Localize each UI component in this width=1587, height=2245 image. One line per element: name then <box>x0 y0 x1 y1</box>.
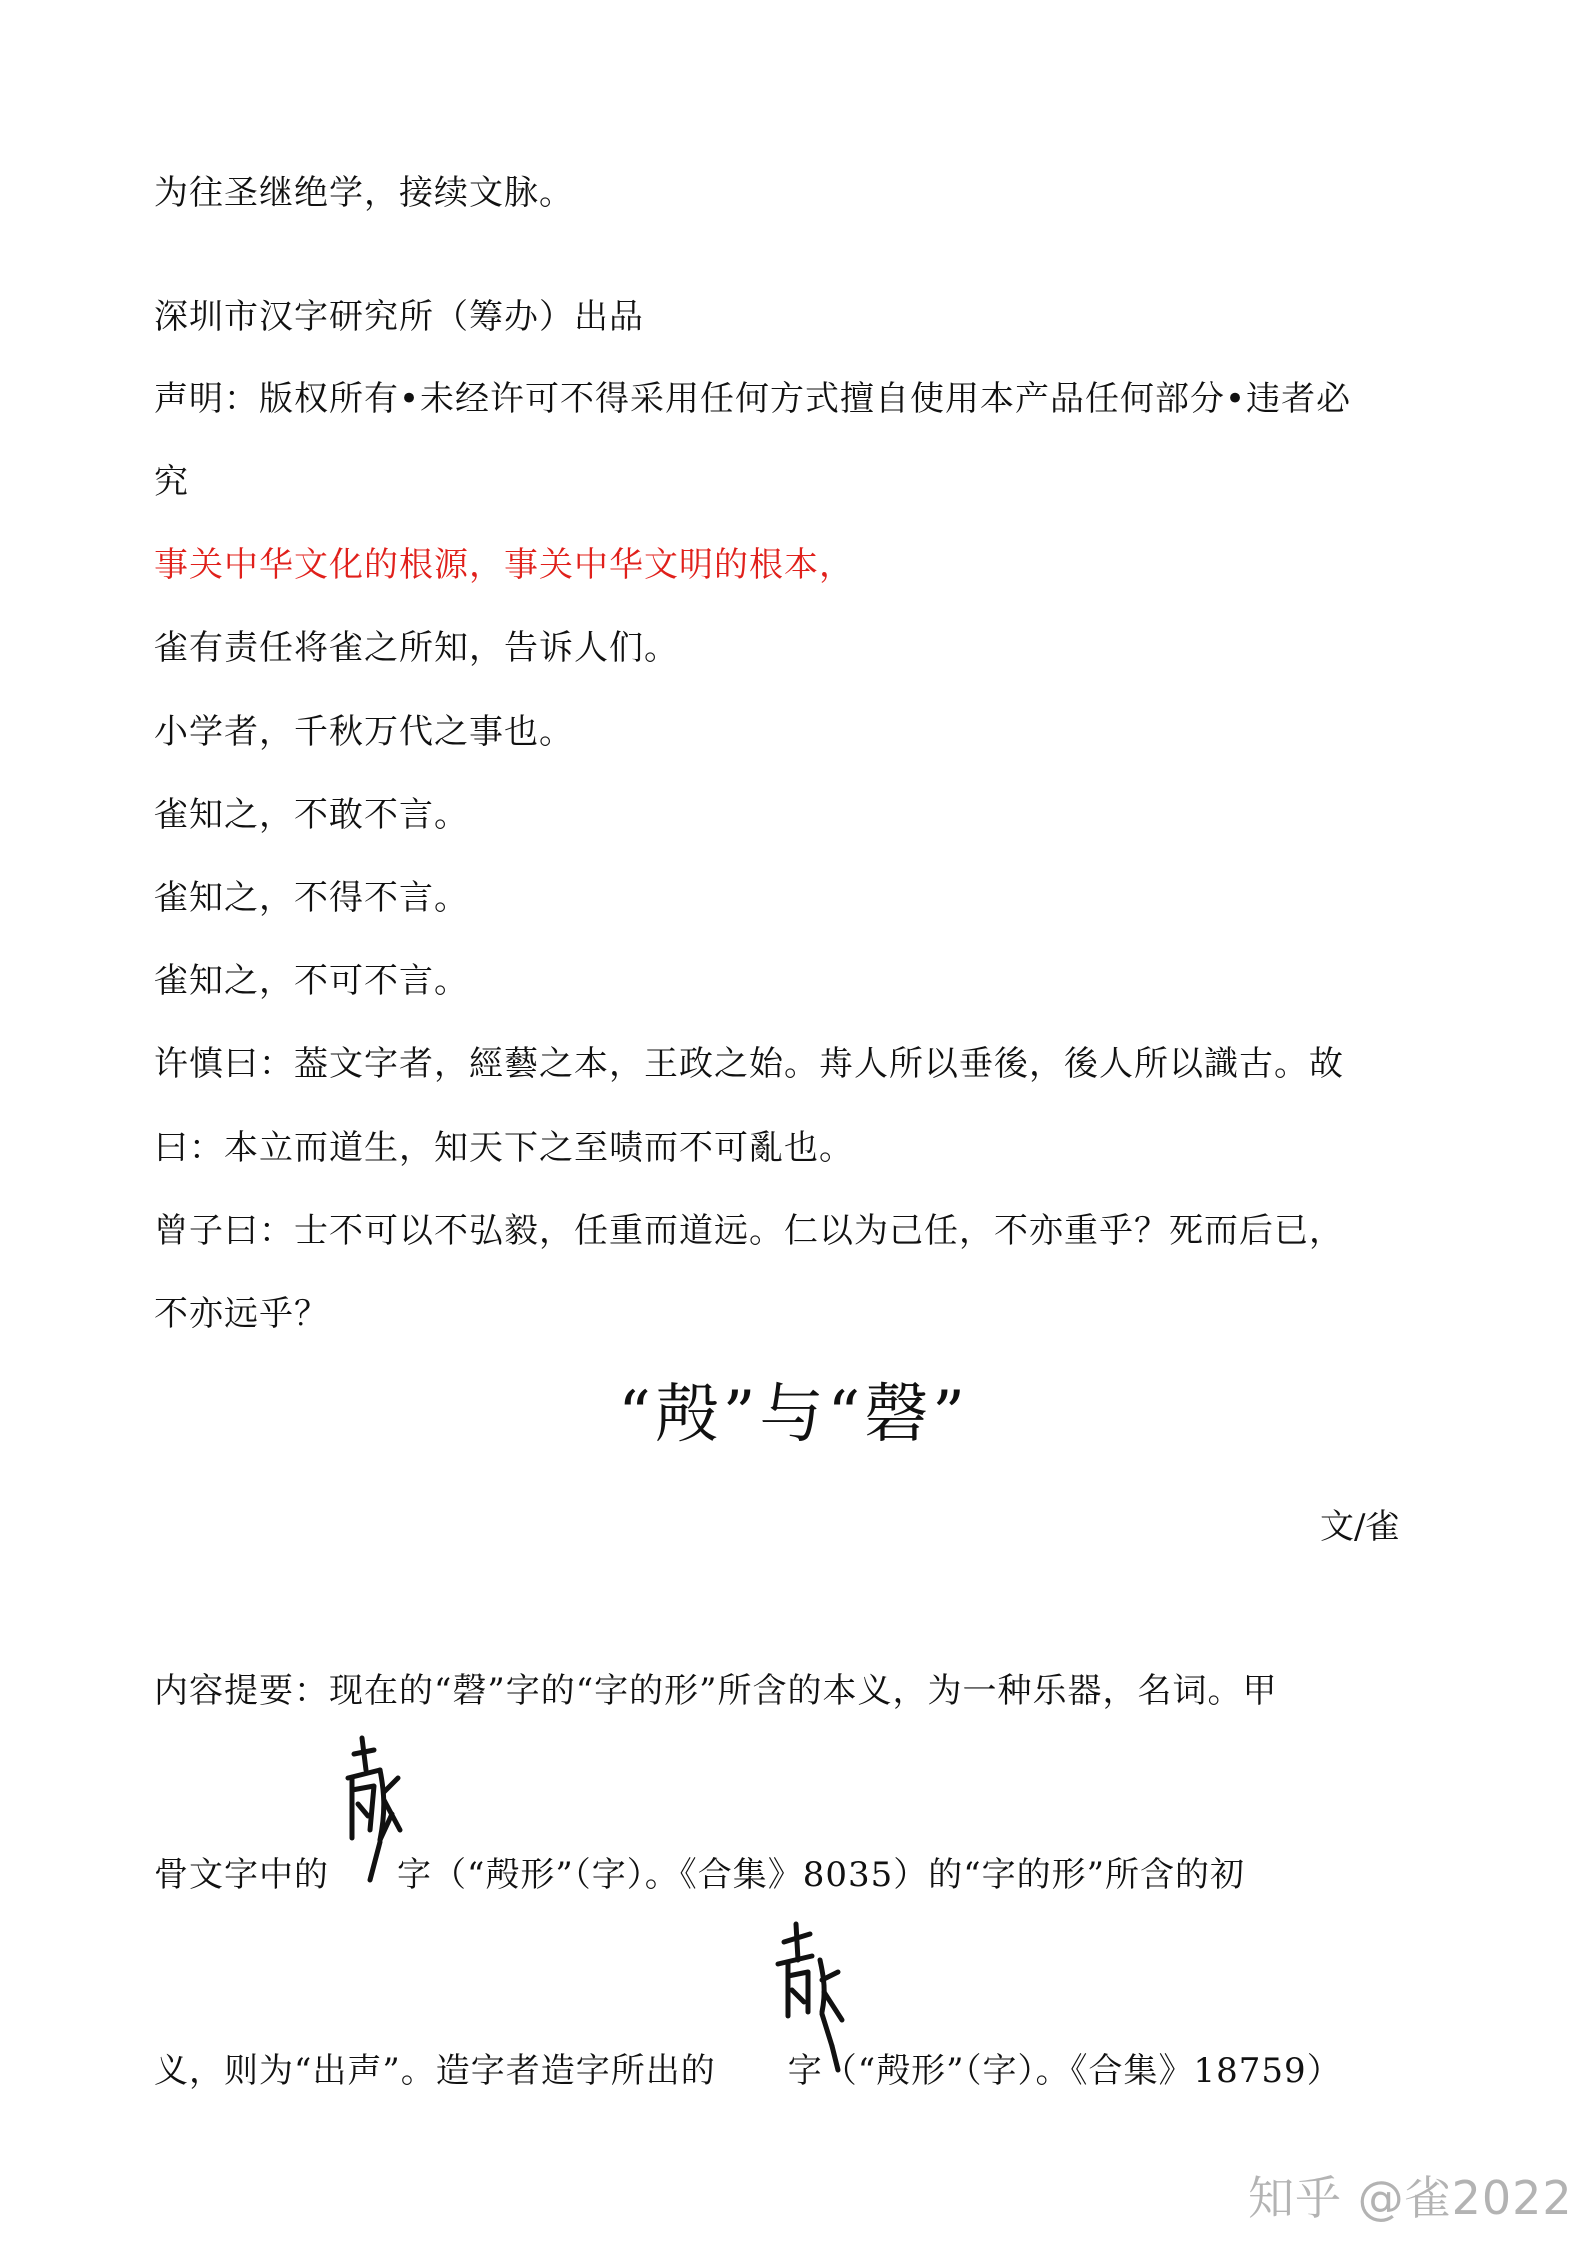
summary-line-2 <box>154 1852 1245 1898</box>
text-line-9: 雀知之，不得不言。 <box>154 878 469 918</box>
oracle-bone-glyph-8035 <box>340 1730 410 1890</box>
text-line-zengzi: 曾子曰：士不可以不弘毅，任重而道远。仁以为己任，不亦重乎？死而后已， <box>154 1211 1344 1251</box>
article-title: “殸”与“磬” <box>618 1378 969 1452</box>
watermark: 知乎 @雀2022 <box>1248 2171 1573 2225</box>
text-line-1: 为往圣继绝学，接续文脉。 <box>154 173 574 213</box>
oracle-bone-glyph-18759 <box>772 1920 852 2080</box>
summary-line-2-before: 骨文字中的 <box>154 1855 329 1895</box>
text-line-7: 小学者，千秋万代之事也。 <box>154 712 574 752</box>
text-line-red: 事关中华文化的根源，事关中华文明的根本， <box>154 545 854 585</box>
text-line-8: 雀知之，不敢不言。 <box>154 795 469 835</box>
oracle-bone-glyph-18759-icon <box>772 1920 852 2080</box>
summary-line-1: 内容提要：现在的“磬”字的“字的形”所含的本义，为一种乐器，名词。甲 <box>154 1671 1278 1711</box>
summary-line-3-after: 字（“殸形”（字）。《合集》18759） <box>787 2051 1342 2091</box>
summary-line-2-after: 字（“殸形”（字）。《合集》8035）的“字的形”所含的初 <box>397 1855 1246 1895</box>
text-line-10: 雀知之，不可不言。 <box>154 961 469 1001</box>
summary-line-3 <box>154 2048 1342 2094</box>
text-line-statement: 声明：版权所有•未经许可不得采用任何方式擅自使用本产品任何部分•违者必 <box>154 379 1352 419</box>
text-line-6: 雀有责任将雀之所知，告诉人们。 <box>154 628 679 668</box>
text-line-zengzi-cont: 不亦远乎？ <box>154 1294 329 1334</box>
text-line-publisher: 深圳市汉字研究所（筹办）出品 <box>154 297 644 337</box>
author-byline: 文/雀 <box>1320 1507 1400 1547</box>
summary-line-3-before: 义，则为“出声”。造字者造字所出的 <box>154 2051 716 2091</box>
text-line-statement-cont: 究 <box>154 462 189 502</box>
text-line-xushen-cont: 曰：本立而道生，知天下之至啧而不可亂也。 <box>154 1128 854 1168</box>
oracle-bone-glyph-8035-icon <box>340 1730 410 1890</box>
text-line-xushen: 许慎曰：葢文字者，經藝之本，王政之始。歬人所以垂後，後人所以識古。故 <box>154 1044 1344 1084</box>
